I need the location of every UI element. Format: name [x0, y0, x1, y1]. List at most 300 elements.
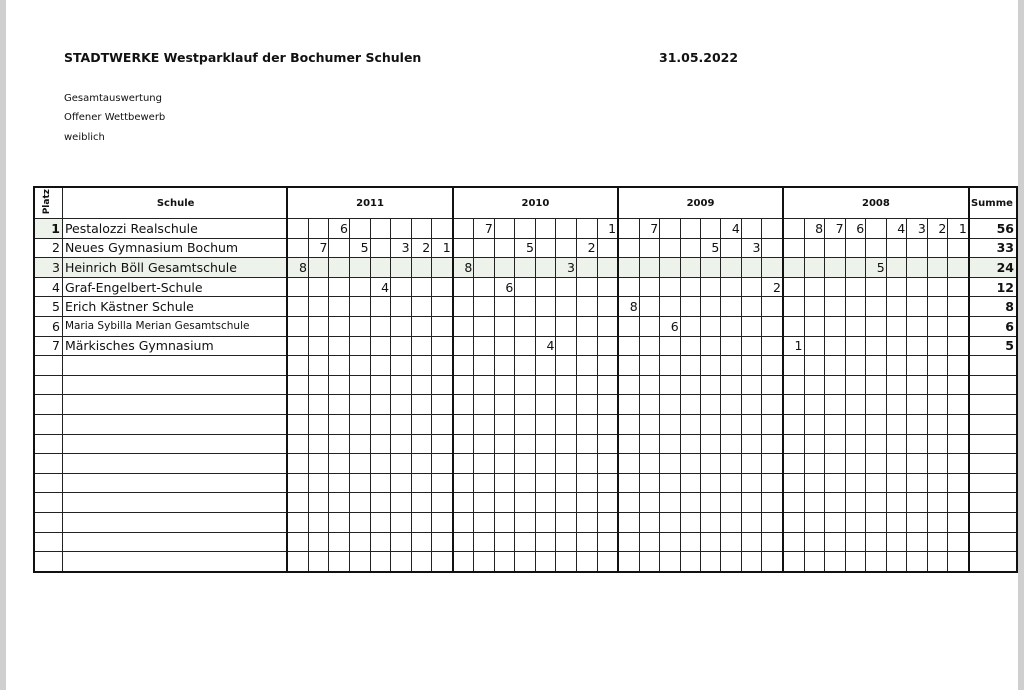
- cell-points: [825, 434, 846, 454]
- cell-points: [680, 356, 700, 376]
- cell-points: [391, 395, 412, 415]
- cell-points: [577, 219, 598, 239]
- cell-points: [515, 277, 536, 297]
- cell-points: [783, 512, 804, 532]
- cell-points: [680, 493, 700, 513]
- cell-points: [349, 473, 370, 493]
- cell-points: [370, 512, 391, 532]
- cell-points: [907, 356, 928, 376]
- cell-points: [927, 277, 948, 297]
- cell-points: [741, 552, 762, 572]
- column-header-year: 2009: [618, 187, 783, 219]
- cell-points: [329, 552, 350, 572]
- cell-points: 2: [927, 219, 948, 239]
- cell-points: 3: [741, 238, 762, 258]
- cell-points: [577, 414, 598, 434]
- cell-points: [577, 512, 598, 532]
- cell-points: [721, 297, 742, 317]
- cell-points: [783, 552, 804, 572]
- cell-points: [948, 356, 969, 376]
- cell-points: [927, 552, 948, 572]
- cell-points: [700, 552, 721, 572]
- results-table: [33, 186, 1018, 573]
- cell-points: [432, 277, 453, 297]
- cell-points: [453, 454, 474, 474]
- cell-schule: Erich Kästner Schule: [62, 297, 287, 317]
- cell-points: [618, 552, 639, 572]
- cell-points: [804, 336, 825, 356]
- cell-points: [535, 454, 556, 474]
- cell-points: [453, 532, 474, 552]
- column-header-platz: [34, 187, 62, 219]
- cell-points: [535, 316, 556, 336]
- cell-points: [886, 238, 907, 258]
- cell-points: 1: [432, 238, 453, 258]
- cell-points: [948, 316, 969, 336]
- cell-summe: 5: [969, 336, 1017, 356]
- cell-points: [556, 532, 577, 552]
- cell-points: [783, 473, 804, 493]
- cell-points: [700, 356, 721, 376]
- cell-points: [762, 414, 783, 434]
- cell-points: [783, 238, 804, 258]
- column-header-summe: Summe: [969, 187, 1017, 219]
- cell-points: [762, 238, 783, 258]
- cell-points: [370, 395, 391, 415]
- cell-points: [432, 552, 453, 572]
- cell-points: [845, 316, 866, 336]
- table-row: [34, 375, 1017, 395]
- cell-points: [907, 316, 928, 336]
- cell-points: [432, 395, 453, 415]
- cell-points: [804, 414, 825, 434]
- cell-points: [639, 277, 660, 297]
- cell-points: [886, 552, 907, 572]
- cell-points: [453, 375, 474, 395]
- cell-points: [308, 336, 329, 356]
- cell-points: [577, 532, 598, 552]
- cell-points: 7: [308, 238, 329, 258]
- cell-points: [597, 512, 618, 532]
- cell-points: [721, 552, 742, 572]
- cell-points: [783, 277, 804, 297]
- cell-points: [825, 454, 846, 474]
- cell-points: [886, 414, 907, 434]
- cell-points: [804, 375, 825, 395]
- cell-points: [308, 258, 329, 278]
- cell-points: 7: [825, 219, 846, 239]
- cell-points: [845, 552, 866, 572]
- cell-points: [329, 414, 350, 434]
- cell-platz: [34, 493, 62, 513]
- cell-points: [515, 336, 536, 356]
- cell-points: [494, 473, 515, 493]
- cell-points: [597, 473, 618, 493]
- cell-points: [453, 395, 474, 415]
- cell-points: [308, 434, 329, 454]
- cell-points: [825, 258, 846, 278]
- cell-points: [700, 414, 721, 434]
- cell-points: [453, 356, 474, 376]
- cell-points: [927, 258, 948, 278]
- cell-points: [680, 512, 700, 532]
- cell-points: [308, 414, 329, 434]
- cell-points: [329, 316, 350, 336]
- cell-points: [907, 277, 928, 297]
- cell-points: [762, 454, 783, 474]
- cell-points: [556, 454, 577, 474]
- cell-points: [886, 356, 907, 376]
- cell-points: [783, 375, 804, 395]
- table-row: [34, 277, 1017, 297]
- cell-points: [556, 238, 577, 258]
- column-header-year: 2011: [287, 187, 452, 219]
- cell-points: [825, 297, 846, 317]
- cell-points: [535, 297, 556, 317]
- cell-points: 2: [762, 277, 783, 297]
- cell-points: [700, 493, 721, 513]
- cell-points: [618, 473, 639, 493]
- cell-points: [741, 395, 762, 415]
- cell-points: [680, 238, 700, 258]
- cell-points: [556, 434, 577, 454]
- spreadsheet-page: [6, 0, 1018, 690]
- cell-points: [287, 414, 308, 434]
- cell-points: [474, 454, 495, 474]
- cell-points: [287, 336, 308, 356]
- cell-points: [535, 434, 556, 454]
- cell-points: [556, 316, 577, 336]
- cell-summe: [969, 414, 1017, 434]
- cell-points: [432, 336, 453, 356]
- cell-points: [308, 473, 329, 493]
- cell-points: [680, 219, 700, 239]
- cell-points: [349, 434, 370, 454]
- cell-points: [886, 277, 907, 297]
- cell-points: [700, 258, 721, 278]
- cell-points: [886, 532, 907, 552]
- cell-points: [783, 297, 804, 317]
- cell-points: [308, 297, 329, 317]
- cell-points: [577, 297, 598, 317]
- cell-points: [474, 297, 495, 317]
- cell-points: 7: [474, 219, 495, 239]
- cell-points: [515, 434, 536, 454]
- cell-points: 2: [577, 238, 598, 258]
- cell-points: [329, 258, 350, 278]
- cell-points: [474, 375, 495, 395]
- cell-points: [308, 395, 329, 415]
- cell-points: [308, 493, 329, 513]
- cell-points: [845, 493, 866, 513]
- cell-points: 4: [535, 336, 556, 356]
- cell-schule: [62, 395, 287, 415]
- cell-schule: [62, 356, 287, 376]
- cell-points: [948, 258, 969, 278]
- cell-points: [783, 454, 804, 474]
- cell-points: [329, 277, 350, 297]
- cell-points: [907, 454, 928, 474]
- cell-points: [804, 532, 825, 552]
- cell-points: [597, 454, 618, 474]
- cell-points: [287, 473, 308, 493]
- cell-points: [453, 297, 474, 317]
- cell-points: [370, 356, 391, 376]
- cell-points: [804, 454, 825, 474]
- cell-points: [680, 434, 700, 454]
- cell-points: [639, 297, 660, 317]
- cell-points: [741, 277, 762, 297]
- cell-points: [783, 414, 804, 434]
- cell-points: [825, 493, 846, 513]
- cell-points: [370, 316, 391, 336]
- cell-points: [535, 414, 556, 434]
- cell-points: [886, 258, 907, 278]
- cell-points: [660, 493, 681, 513]
- cell-points: [927, 532, 948, 552]
- cell-points: [329, 454, 350, 474]
- cell-points: [329, 336, 350, 356]
- cell-points: [474, 532, 495, 552]
- cell-points: [886, 297, 907, 317]
- cell-points: [577, 454, 598, 474]
- cell-points: [391, 473, 412, 493]
- cell-points: [639, 552, 660, 572]
- cell-points: [577, 316, 598, 336]
- cell-points: [535, 277, 556, 297]
- cell-points: [804, 493, 825, 513]
- cell-points: [741, 493, 762, 513]
- cell-points: [866, 454, 887, 474]
- cell-points: [680, 414, 700, 434]
- cell-points: [660, 434, 681, 454]
- cell-points: [391, 532, 412, 552]
- cell-schule: [62, 414, 287, 434]
- cell-points: [287, 532, 308, 552]
- cell-platz: [34, 473, 62, 493]
- cell-points: [721, 395, 742, 415]
- cell-points: [948, 238, 969, 258]
- cell-points: [804, 552, 825, 572]
- cell-points: [948, 493, 969, 513]
- cell-schule: [62, 434, 287, 454]
- cell-points: [597, 277, 618, 297]
- cell-points: [329, 375, 350, 395]
- cell-schule: [62, 512, 287, 532]
- cell-points: [700, 395, 721, 415]
- cell-points: [597, 414, 618, 434]
- cell-points: [432, 493, 453, 513]
- cell-points: 3: [907, 219, 928, 239]
- cell-platz: 7: [34, 336, 62, 356]
- cell-points: [370, 434, 391, 454]
- cell-points: [845, 375, 866, 395]
- cell-points: [535, 258, 556, 278]
- cell-points: [825, 552, 846, 572]
- cell-summe: [969, 493, 1017, 513]
- cell-points: [494, 454, 515, 474]
- cell-summe: [969, 532, 1017, 552]
- cell-points: [349, 512, 370, 532]
- cell-points: 1: [597, 219, 618, 239]
- cell-points: [349, 454, 370, 474]
- cell-points: [639, 258, 660, 278]
- cell-points: [845, 395, 866, 415]
- table-row: [34, 473, 1017, 493]
- cell-points: [494, 219, 515, 239]
- cell-points: [741, 356, 762, 376]
- cell-points: [515, 473, 536, 493]
- cell-platz: [34, 414, 62, 434]
- cell-points: [927, 336, 948, 356]
- cell-points: 7: [639, 219, 660, 239]
- table-row: [34, 297, 1017, 317]
- cell-points: [494, 414, 515, 434]
- cell-points: [474, 493, 495, 513]
- cell-points: 6: [845, 219, 866, 239]
- cell-points: [866, 375, 887, 395]
- cell-points: [741, 316, 762, 336]
- cell-points: [927, 238, 948, 258]
- cell-points: [948, 395, 969, 415]
- cell-points: [618, 414, 639, 434]
- cell-summe: [969, 395, 1017, 415]
- cell-points: [349, 552, 370, 572]
- cell-points: [741, 297, 762, 317]
- cell-points: [618, 356, 639, 376]
- cell-points: 3: [391, 238, 412, 258]
- cell-points: [577, 336, 598, 356]
- cell-points: [597, 532, 618, 552]
- cell-points: [866, 532, 887, 552]
- cell-points: [577, 258, 598, 278]
- cell-points: [577, 356, 598, 376]
- cell-platz: [34, 532, 62, 552]
- cell-points: [515, 258, 536, 278]
- cell-points: [349, 219, 370, 239]
- cell-points: [535, 512, 556, 532]
- cell-points: [515, 493, 536, 513]
- table-row: [34, 238, 1017, 258]
- cell-points: [494, 297, 515, 317]
- table-row: [34, 395, 1017, 415]
- cell-points: 4: [721, 219, 742, 239]
- table-row: [34, 434, 1017, 454]
- table-row: [34, 258, 1017, 278]
- cell-points: [391, 375, 412, 395]
- cell-points: [391, 297, 412, 317]
- cell-points: [845, 297, 866, 317]
- cell-points: [866, 297, 887, 317]
- table-row: [34, 356, 1017, 376]
- cell-summe: 33: [969, 238, 1017, 258]
- cell-points: [948, 297, 969, 317]
- cell-points: [515, 297, 536, 317]
- cell-points: [639, 454, 660, 474]
- cell-points: [556, 219, 577, 239]
- cell-points: [411, 454, 432, 474]
- cell-points: [700, 316, 721, 336]
- cell-points: [700, 532, 721, 552]
- cell-points: [660, 238, 681, 258]
- cell-points: [577, 277, 598, 297]
- cell-points: [515, 552, 536, 572]
- cell-points: [721, 258, 742, 278]
- cell-points: [866, 434, 887, 454]
- cell-points: [927, 434, 948, 454]
- cell-points: [741, 336, 762, 356]
- cell-schule: [62, 532, 287, 552]
- cell-points: [907, 414, 928, 434]
- cell-points: [886, 473, 907, 493]
- cell-points: [948, 277, 969, 297]
- table-row: [34, 454, 1017, 474]
- cell-points: [618, 454, 639, 474]
- cell-points: [783, 532, 804, 552]
- cell-points: 5: [700, 238, 721, 258]
- cell-points: [618, 238, 639, 258]
- cell-points: [866, 277, 887, 297]
- cell-points: [515, 375, 536, 395]
- cell-points: [474, 434, 495, 454]
- cell-points: [825, 238, 846, 258]
- cell-points: [556, 512, 577, 532]
- cell-points: [639, 356, 660, 376]
- cell-points: [660, 512, 681, 532]
- cell-points: [927, 454, 948, 474]
- cell-points: [349, 336, 370, 356]
- cell-points: [287, 238, 308, 258]
- cell-points: [474, 336, 495, 356]
- cell-points: [432, 297, 453, 317]
- cell-points: [474, 473, 495, 493]
- cell-points: [886, 395, 907, 415]
- cell-points: [741, 454, 762, 474]
- cell-points: [721, 238, 742, 258]
- cell-points: 8: [287, 258, 308, 278]
- table-row: [34, 532, 1017, 552]
- cell-points: [453, 316, 474, 336]
- cell-points: [762, 258, 783, 278]
- cell-points: [680, 258, 700, 278]
- cell-points: [762, 473, 783, 493]
- cell-points: [494, 434, 515, 454]
- cell-points: [329, 395, 350, 415]
- cell-points: [329, 512, 350, 532]
- cell-points: 4: [886, 219, 907, 239]
- cell-platz: [34, 375, 62, 395]
- cell-points: [556, 277, 577, 297]
- cell-points: [700, 336, 721, 356]
- cell-points: [411, 336, 432, 356]
- cell-points: [474, 356, 495, 376]
- cell-points: [349, 375, 370, 395]
- cell-points: [391, 493, 412, 513]
- cell-points: [287, 277, 308, 297]
- cell-points: [721, 356, 742, 376]
- cell-points: [660, 297, 681, 317]
- cell-points: [287, 219, 308, 239]
- cell-points: [845, 454, 866, 474]
- cell-points: [804, 316, 825, 336]
- cell-points: [618, 277, 639, 297]
- cell-points: 5: [515, 238, 536, 258]
- cell-points: [639, 493, 660, 513]
- cell-summe: [969, 552, 1017, 572]
- cell-points: [370, 532, 391, 552]
- cell-points: [370, 258, 391, 278]
- cell-summe: 24: [969, 258, 1017, 278]
